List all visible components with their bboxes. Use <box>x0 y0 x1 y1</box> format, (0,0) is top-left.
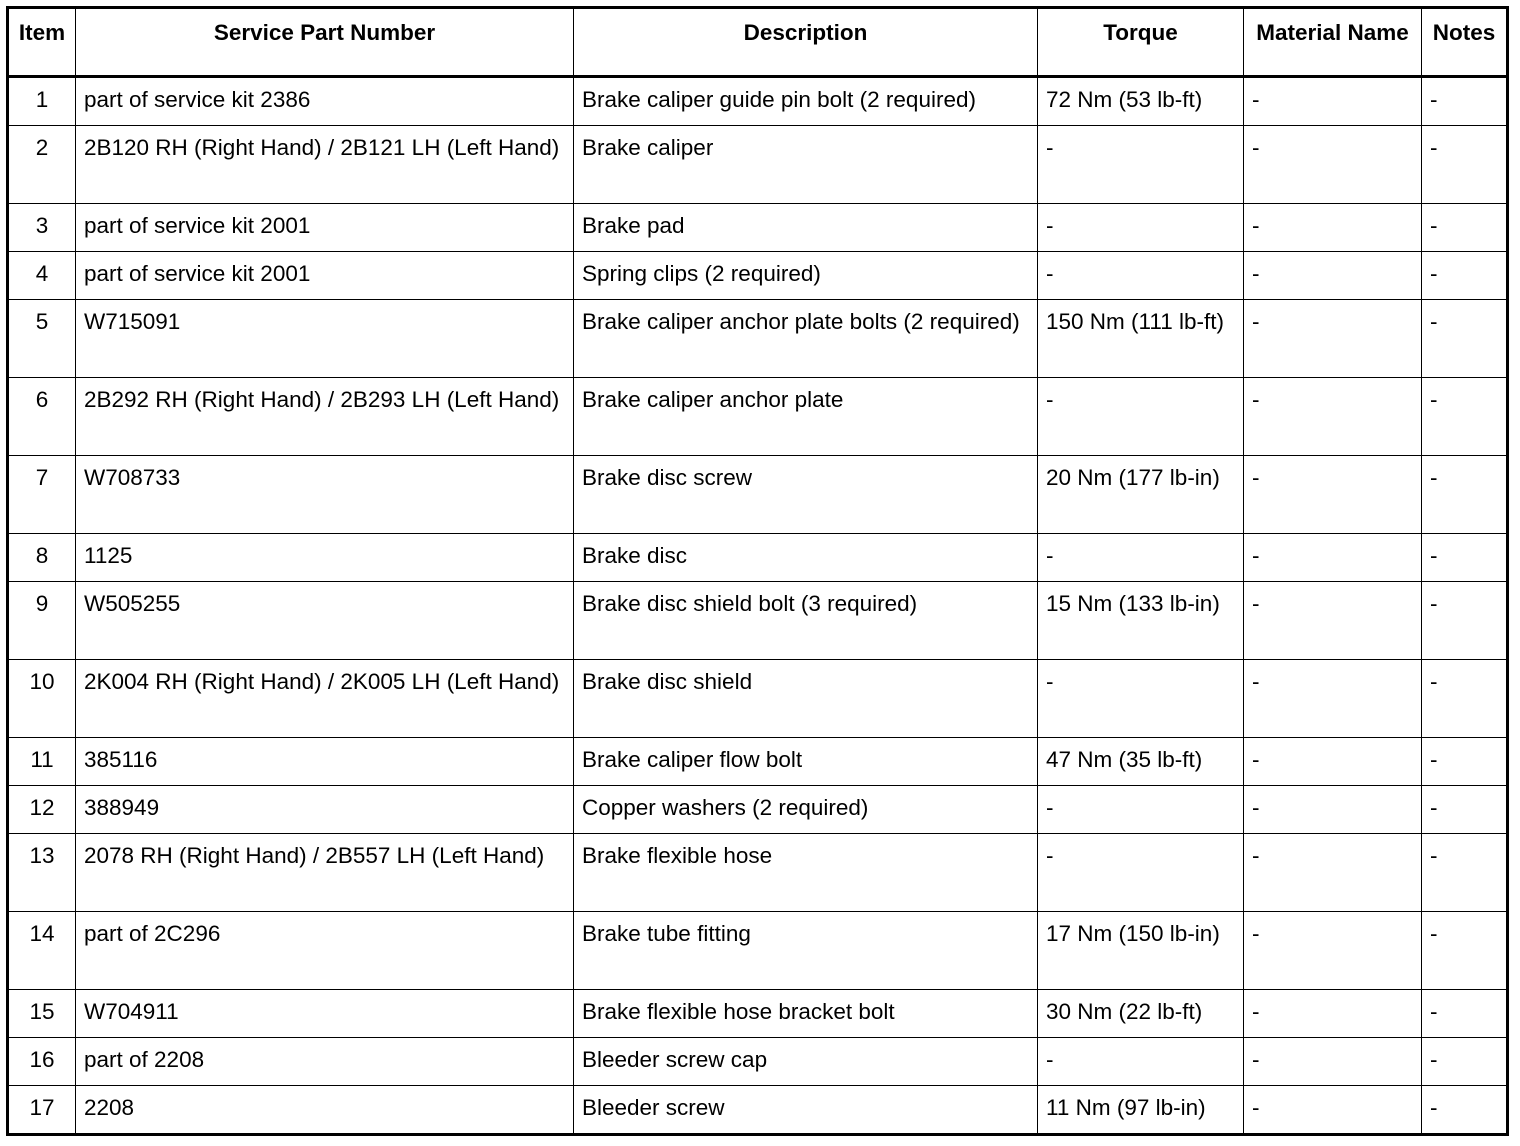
cell-material: - <box>1244 126 1422 204</box>
cell-material: - <box>1244 252 1422 300</box>
cell-item: 8 <box>8 534 76 582</box>
cell-part-number: 2208 <box>76 1086 574 1135</box>
cell-item: 2 <box>8 126 76 204</box>
cell-part-number: W708733 <box>76 456 574 534</box>
header-service-part-number: Service Part Number <box>76 8 574 77</box>
cell-notes: - <box>1422 204 1508 252</box>
cell-notes: - <box>1422 378 1508 456</box>
cell-notes: - <box>1422 1086 1508 1135</box>
cell-description: Brake caliper anchor plate <box>574 378 1038 456</box>
cell-torque: - <box>1038 660 1244 738</box>
table-row <box>8 912 1508 990</box>
cell-notes: - <box>1422 912 1508 990</box>
cell-torque: - <box>1038 534 1244 582</box>
table-row <box>8 990 1508 1038</box>
cell-torque: - <box>1038 204 1244 252</box>
table-row <box>8 378 1508 456</box>
cell-description: Brake disc <box>574 534 1038 582</box>
cell-torque: - <box>1038 834 1244 912</box>
cell-description: Brake caliper <box>574 126 1038 204</box>
cell-torque: - <box>1038 126 1244 204</box>
cell-description: Brake tube fitting <box>574 912 1038 990</box>
cell-item: 15 <box>8 990 76 1038</box>
cell-part-number: 2078 RH (Right Hand) / 2B557 LH (Left Hand) <box>76 834 574 912</box>
cell-item: 4 <box>8 252 76 300</box>
cell-material: - <box>1244 77 1422 126</box>
cell-material: - <box>1244 1038 1422 1086</box>
cell-torque: - <box>1038 252 1244 300</box>
cell-description: Brake disc shield bolt (3 required) <box>574 582 1038 660</box>
cell-torque: 11 Nm (97 lb-in) <box>1038 1086 1244 1135</box>
header-material-name: Material Name <box>1244 8 1422 77</box>
cell-part-number: part of service kit 2386 <box>76 77 574 126</box>
cell-part-number: 385116 <box>76 738 574 786</box>
cell-torque: 15 Nm (133 lb-in) <box>1038 582 1244 660</box>
cell-description: Copper washers (2 required) <box>574 786 1038 834</box>
cell-notes: - <box>1422 534 1508 582</box>
cell-item: 10 <box>8 660 76 738</box>
table-header <box>8 8 1508 77</box>
cell-description: Brake caliper guide pin bolt (2 required) <box>574 77 1038 126</box>
cell-item: 3 <box>8 204 76 252</box>
cell-part-number: 2K004 RH (Right Hand) / 2K005 LH (Left Hand) <box>76 660 574 738</box>
cell-item: 5 <box>8 300 76 378</box>
cell-material: - <box>1244 378 1422 456</box>
cell-item: 17 <box>8 1086 76 1135</box>
cell-description: Spring clips (2 required) <box>574 252 1038 300</box>
table-row <box>8 126 1508 204</box>
table-row <box>8 738 1508 786</box>
cell-notes: - <box>1422 252 1508 300</box>
cell-part-number: 388949 <box>76 786 574 834</box>
table-row <box>8 77 1508 126</box>
cell-torque: 20 Nm (177 lb-in) <box>1038 456 1244 534</box>
cell-item: 7 <box>8 456 76 534</box>
table-row <box>8 300 1508 378</box>
table-row <box>8 582 1508 660</box>
cell-material: - <box>1244 456 1422 534</box>
cell-description: Brake caliper flow bolt <box>574 738 1038 786</box>
cell-material: - <box>1244 204 1422 252</box>
cell-notes: - <box>1422 786 1508 834</box>
cell-item: 6 <box>8 378 76 456</box>
cell-notes: - <box>1422 126 1508 204</box>
cell-part-number: part of service kit 2001 <box>76 204 574 252</box>
cell-part-number: part of 2C296 <box>76 912 574 990</box>
cell-material: - <box>1244 1086 1422 1135</box>
cell-notes: - <box>1422 77 1508 126</box>
cell-material: - <box>1244 582 1422 660</box>
cell-item: 12 <box>8 786 76 834</box>
header-item: Item <box>8 8 76 77</box>
cell-notes: - <box>1422 990 1508 1038</box>
cell-description: Brake flexible hose <box>574 834 1038 912</box>
header-torque: Torque <box>1038 8 1244 77</box>
cell-torque: - <box>1038 786 1244 834</box>
cell-notes: - <box>1422 300 1508 378</box>
cell-notes: - <box>1422 1038 1508 1086</box>
cell-item: 11 <box>8 738 76 786</box>
cell-description: Brake pad <box>574 204 1038 252</box>
cell-torque: 72 Nm (53 lb-ft) <box>1038 77 1244 126</box>
table-body <box>8 77 1508 1135</box>
cell-notes: - <box>1422 660 1508 738</box>
cell-notes: - <box>1422 738 1508 786</box>
cell-material: - <box>1244 534 1422 582</box>
cell-part-number: part of service kit 2001 <box>76 252 574 300</box>
cell-torque: 30 Nm (22 lb-ft) <box>1038 990 1244 1038</box>
cell-part-number: 2B120 RH (Right Hand) / 2B121 LH (Left Hand) <box>76 126 574 204</box>
header-row <box>8 8 1508 77</box>
cell-description: Bleeder screw <box>574 1086 1038 1135</box>
cell-torque: - <box>1038 378 1244 456</box>
table-row <box>8 786 1508 834</box>
cell-notes: - <box>1422 834 1508 912</box>
cell-part-number: 1125 <box>76 534 574 582</box>
table-row <box>8 660 1508 738</box>
cell-item: 14 <box>8 912 76 990</box>
cell-description: Brake disc screw <box>574 456 1038 534</box>
cell-notes: - <box>1422 456 1508 534</box>
cell-torque: 47 Nm (35 lb-ft) <box>1038 738 1244 786</box>
cell-description: Brake disc shield <box>574 660 1038 738</box>
table-row <box>8 1086 1508 1135</box>
cell-part-number: part of 2208 <box>76 1038 574 1086</box>
header-description: Description <box>574 8 1038 77</box>
cell-torque: 150 Nm (111 lb-ft) <box>1038 300 1244 378</box>
cell-item: 13 <box>8 834 76 912</box>
cell-material: - <box>1244 834 1422 912</box>
cell-part-number: W505255 <box>76 582 574 660</box>
cell-item: 1 <box>8 77 76 126</box>
cell-material: - <box>1244 738 1422 786</box>
cell-description: Brake caliper anchor plate bolts (2 required) <box>574 300 1038 378</box>
cell-part-number: W704911 <box>76 990 574 1038</box>
cell-item: 9 <box>8 582 76 660</box>
cell-torque: - <box>1038 1038 1244 1086</box>
table-row <box>8 534 1508 582</box>
table-row <box>8 456 1508 534</box>
table-row <box>8 252 1508 300</box>
parts-table <box>6 6 1509 1136</box>
table-row <box>8 204 1508 252</box>
cell-material: - <box>1244 912 1422 990</box>
cell-material: - <box>1244 300 1422 378</box>
cell-description: Bleeder screw cap <box>574 1038 1038 1086</box>
cell-material: - <box>1244 990 1422 1038</box>
cell-material: - <box>1244 660 1422 738</box>
cell-item: 16 <box>8 1038 76 1086</box>
cell-description: Brake flexible hose bracket bolt <box>574 990 1038 1038</box>
table-row <box>8 834 1508 912</box>
cell-material: - <box>1244 786 1422 834</box>
cell-part-number: W715091 <box>76 300 574 378</box>
cell-part-number: 2B292 RH (Right Hand) / 2B293 LH (Left Hand) <box>76 378 574 456</box>
table-row <box>8 1038 1508 1086</box>
cell-torque: 17 Nm (150 lb-in) <box>1038 912 1244 990</box>
cell-notes: - <box>1422 582 1508 660</box>
header-notes: Notes <box>1422 8 1508 77</box>
